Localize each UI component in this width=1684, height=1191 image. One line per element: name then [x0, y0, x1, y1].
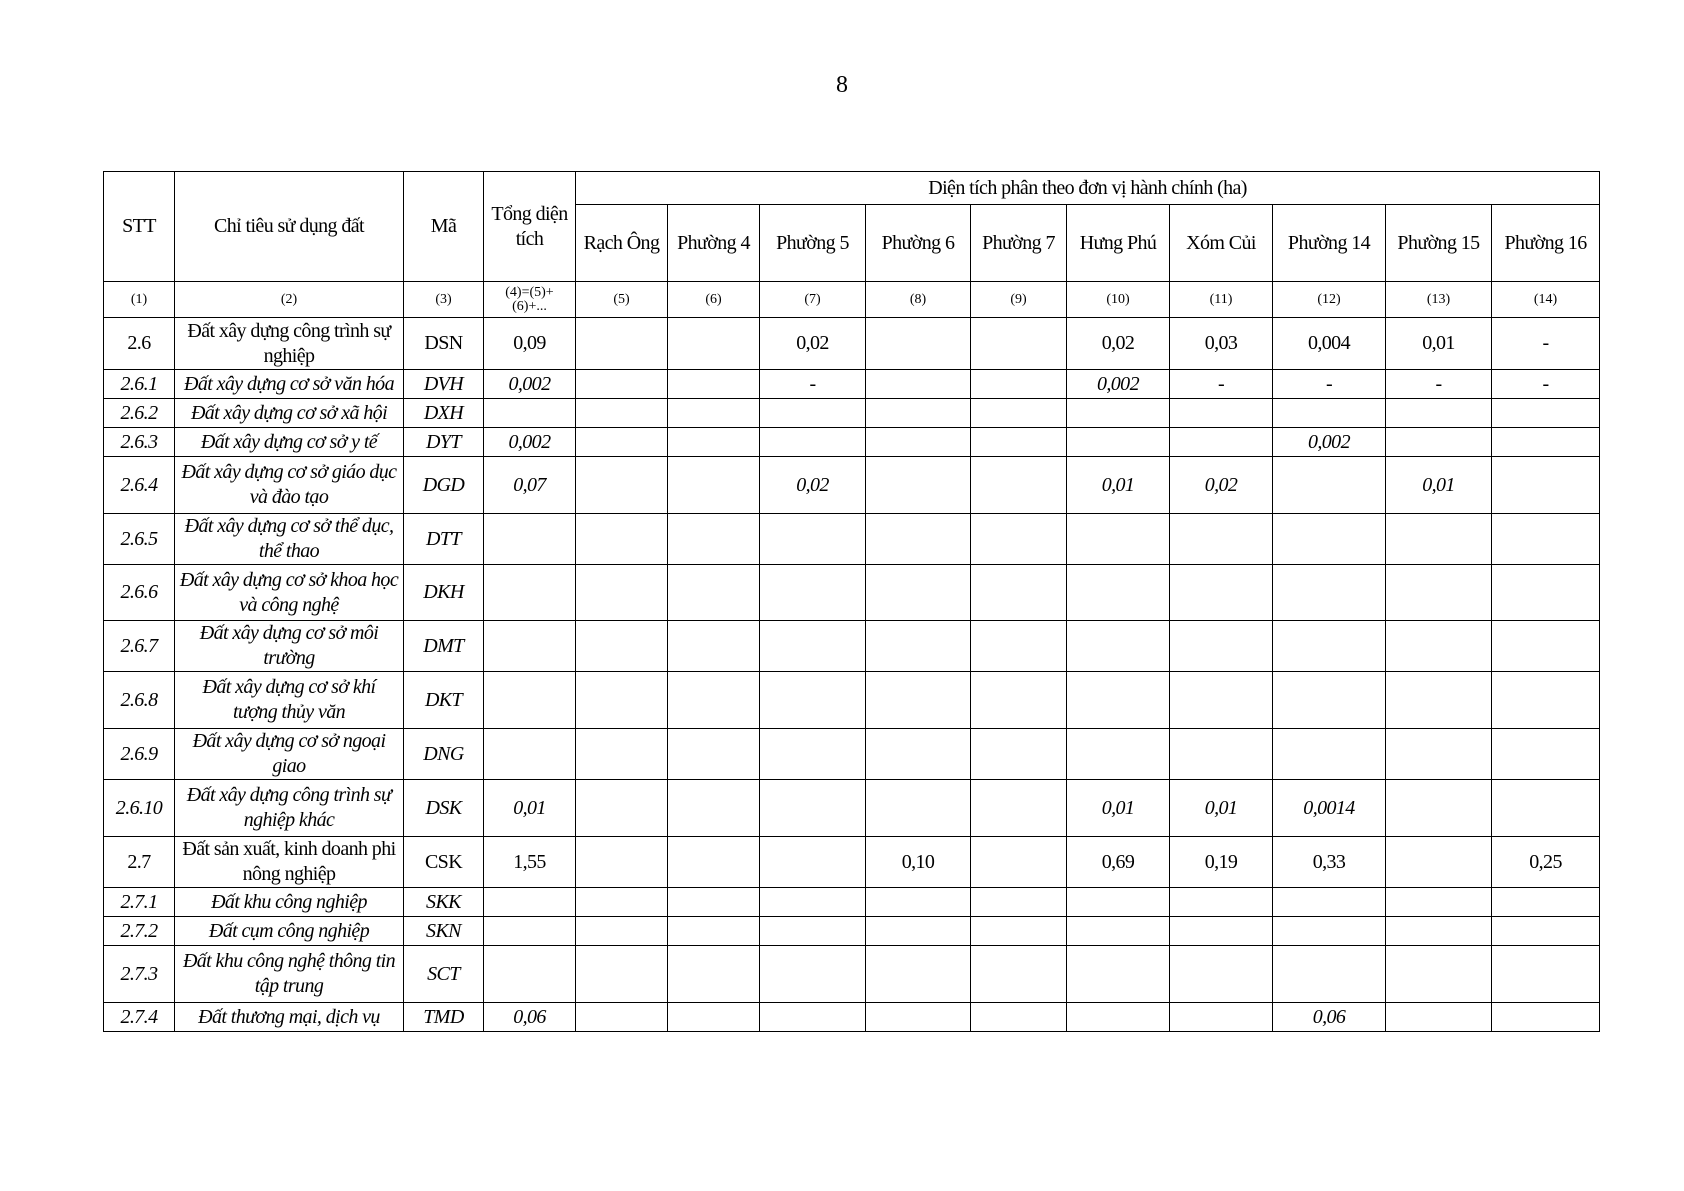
row-code: CSK [404, 837, 484, 888]
row-value [1492, 888, 1600, 917]
row-value [760, 888, 866, 917]
row-total [484, 917, 576, 946]
row-stt: 2.6.9 [104, 729, 175, 780]
row-value [1067, 729, 1170, 780]
row-value [1386, 428, 1492, 457]
row-value: 0,25 [1492, 837, 1600, 888]
table-row [104, 399, 1600, 428]
row-name: Đất sản xuất, kinh doanh phi nông nghiệp [175, 837, 404, 888]
row-total: 1,55 [484, 837, 576, 888]
row-name: Đất xây dựng cơ sở y tế [175, 428, 404, 457]
row-value [668, 780, 760, 837]
row-value [1067, 672, 1170, 729]
row-value [668, 399, 760, 428]
row-value [668, 729, 760, 780]
page-number: 8 [836, 72, 848, 98]
row-value [668, 318, 760, 370]
row-value [668, 672, 760, 729]
row-value [1386, 946, 1492, 1003]
row-value [760, 780, 866, 837]
header-unit: Xóm Củi [1170, 205, 1273, 282]
row-value [1273, 565, 1386, 621]
row-value [576, 370, 668, 399]
header-unit: Rạch Ông [576, 205, 668, 282]
row-value [576, 917, 668, 946]
row-value [576, 672, 668, 729]
row-value [576, 399, 668, 428]
row-value [866, 917, 971, 946]
row-value: 0,03 [1170, 318, 1273, 370]
row-value [760, 514, 866, 565]
row-value [760, 729, 866, 780]
row-value [1386, 621, 1492, 672]
row-stt: 2.6 [104, 318, 175, 370]
row-value [1170, 621, 1273, 672]
row-value: 0,02 [760, 457, 866, 514]
header-ma: Mã [404, 172, 484, 282]
row-value [971, 621, 1067, 672]
row-stt: 2.6.6 [104, 565, 175, 621]
row-value [1386, 672, 1492, 729]
row-value [866, 780, 971, 837]
row-value [971, 1003, 1067, 1032]
row-value [866, 672, 971, 729]
row-stt: 2.7.2 [104, 917, 175, 946]
row-value [1492, 514, 1600, 565]
row-value [1067, 917, 1170, 946]
row-name: Đất xây dựng cơ sở văn hóa [175, 370, 404, 399]
row-name: Đất xây dựng cơ sở khí tượng thủy văn [175, 672, 404, 729]
row-total: 0,06 [484, 1003, 576, 1032]
row-name: Đất khu công nghiệp [175, 888, 404, 917]
row-total: 0,09 [484, 318, 576, 370]
row-value [1386, 837, 1492, 888]
row-value [1273, 888, 1386, 917]
table-row [104, 514, 1600, 565]
row-stt: 2.7.1 [104, 888, 175, 917]
row-stt: 2.6.7 [104, 621, 175, 672]
row-stt: 2.6.4 [104, 457, 175, 514]
row-value: 0,01 [1386, 318, 1492, 370]
row-value [1386, 780, 1492, 837]
row-value [760, 428, 866, 457]
row-total [484, 399, 576, 428]
row-value [866, 621, 971, 672]
row-value: 0,002 [1273, 428, 1386, 457]
row-name: Đất xây dựng cơ sở môi trường [175, 621, 404, 672]
header-stt: STT [104, 172, 175, 282]
row-value: 0,69 [1067, 837, 1170, 888]
row-code: DTT [404, 514, 484, 565]
row-value [1273, 672, 1386, 729]
row-value [1273, 729, 1386, 780]
row-value [576, 946, 668, 1003]
row-value [760, 399, 866, 428]
row-value: 0,01 [1170, 780, 1273, 837]
header-unit: Phường 6 [866, 205, 971, 282]
row-value [576, 457, 668, 514]
row-value [1170, 888, 1273, 917]
row-value [971, 399, 1067, 428]
row-value: 0,02 [760, 318, 866, 370]
table-row [104, 1003, 1600, 1032]
row-value [866, 888, 971, 917]
row-value: 0,01 [1067, 457, 1170, 514]
table-row [104, 837, 1600, 888]
row-value [971, 780, 1067, 837]
column-index: (2) [175, 282, 404, 318]
row-value [760, 1003, 866, 1032]
row-stt: 2.6.1 [104, 370, 175, 399]
row-value [1067, 565, 1170, 621]
column-index: (11) [1170, 282, 1273, 318]
row-value [1492, 457, 1600, 514]
table-row [104, 621, 1600, 672]
row-value [971, 837, 1067, 888]
row-value [668, 428, 760, 457]
row-total: 0,07 [484, 457, 576, 514]
row-value: - [1273, 370, 1386, 399]
row-value [866, 318, 971, 370]
row-value [1492, 672, 1600, 729]
row-total [484, 621, 576, 672]
row-code: DYT [404, 428, 484, 457]
row-value: - [760, 370, 866, 399]
row-value [1273, 917, 1386, 946]
table-row [104, 672, 1600, 729]
row-value [866, 457, 971, 514]
row-value: 0,01 [1386, 457, 1492, 514]
row-code: DKH [404, 565, 484, 621]
row-value [1067, 888, 1170, 917]
row-stt: 2.7 [104, 837, 175, 888]
row-total [484, 672, 576, 729]
row-value [866, 565, 971, 621]
row-name: Đất thương mại, dịch vụ [175, 1003, 404, 1032]
column-index: (3) [404, 282, 484, 318]
header-unit: Phường 7 [971, 205, 1067, 282]
table-row [104, 370, 1600, 399]
row-value [576, 428, 668, 457]
row-stt: 2.7.4 [104, 1003, 175, 1032]
row-value: 0,01 [1067, 780, 1170, 837]
header-unit: Phường 14 [1273, 205, 1386, 282]
header-chi-tieu: Chỉ tiêu sử dụng đất [175, 172, 404, 282]
header-unit: Phường 5 [760, 205, 866, 282]
row-value [576, 318, 668, 370]
table-row [104, 917, 1600, 946]
row-value [1273, 946, 1386, 1003]
row-value [576, 565, 668, 621]
row-value: 0,004 [1273, 318, 1386, 370]
row-name: Đất xây dựng cơ sở xã hội [175, 399, 404, 428]
row-value [1492, 428, 1600, 457]
row-value [866, 729, 971, 780]
row-value [866, 399, 971, 428]
row-value [1492, 729, 1600, 780]
row-value [1386, 565, 1492, 621]
row-total: 0,002 [484, 428, 576, 457]
row-value [668, 888, 760, 917]
row-total [484, 888, 576, 917]
row-code: DNG [404, 729, 484, 780]
row-total: 0,002 [484, 370, 576, 399]
row-value [668, 1003, 760, 1032]
row-value [1492, 946, 1600, 1003]
row-value [1170, 946, 1273, 1003]
row-value [668, 565, 760, 621]
row-code: DGD [404, 457, 484, 514]
land-use-table [103, 171, 1600, 1032]
table-row [104, 565, 1600, 621]
header-unit: Phường 16 [1492, 205, 1600, 282]
row-value [866, 370, 971, 399]
column-index: (6) [668, 282, 760, 318]
table-row [104, 457, 1600, 514]
row-value [1067, 399, 1170, 428]
row-value [1170, 672, 1273, 729]
row-value [1067, 428, 1170, 457]
row-stt: 2.6.2 [104, 399, 175, 428]
row-value: 0,0014 [1273, 780, 1386, 837]
column-index: (10) [1067, 282, 1170, 318]
row-value [1492, 1003, 1600, 1032]
row-value [760, 621, 866, 672]
row-value [1273, 399, 1386, 428]
row-name: Đất xây dựng công trình sự nghiệp khác [175, 780, 404, 837]
row-value [576, 1003, 668, 1032]
row-value [760, 672, 866, 729]
table-row [104, 729, 1600, 780]
row-value [971, 917, 1067, 946]
row-value: 0,06 [1273, 1003, 1386, 1032]
row-value [971, 370, 1067, 399]
row-value [1067, 946, 1170, 1003]
table-row [104, 318, 1600, 370]
row-value [668, 457, 760, 514]
row-stt: 2.6.5 [104, 514, 175, 565]
table-row [104, 428, 1600, 457]
row-value [760, 565, 866, 621]
row-value [1170, 399, 1273, 428]
row-value [760, 837, 866, 888]
row-value [1492, 917, 1600, 946]
row-value [971, 428, 1067, 457]
row-code: DMT [404, 621, 484, 672]
row-value [1170, 514, 1273, 565]
row-value: - [1492, 318, 1600, 370]
row-value [866, 946, 971, 1003]
row-value [866, 1003, 971, 1032]
header-area-group: Diện tích phân theo đơn vị hành chính (ha) [576, 172, 1600, 205]
row-value [1386, 917, 1492, 946]
row-value [1386, 888, 1492, 917]
header-unit: Phường 15 [1386, 205, 1492, 282]
row-value [1170, 428, 1273, 457]
row-total [484, 514, 576, 565]
row-value [1273, 457, 1386, 514]
row-total: 0,01 [484, 780, 576, 837]
row-value: 0,02 [1170, 457, 1273, 514]
row-value [1492, 565, 1600, 621]
row-value [668, 917, 760, 946]
row-value [576, 888, 668, 917]
row-stt: 2.6.10 [104, 780, 175, 837]
header-tong-dien-tich: Tổng diện tích [484, 172, 576, 282]
row-name: Đất cụm công nghiệp [175, 917, 404, 946]
row-value [576, 514, 668, 565]
row-value [971, 672, 1067, 729]
row-name: Đất xây dựng cơ sở khoa học và công nghệ [175, 565, 404, 621]
row-total [484, 729, 576, 780]
row-value: 0,02 [1067, 318, 1170, 370]
row-value: - [1492, 370, 1600, 399]
row-value: 0,19 [1170, 837, 1273, 888]
row-value [576, 780, 668, 837]
row-value [1170, 1003, 1273, 1032]
row-value [576, 837, 668, 888]
column-index: (12) [1273, 282, 1386, 318]
row-code: SKN [404, 917, 484, 946]
table-row [104, 780, 1600, 837]
row-name: Đất xây dựng cơ sở giáo dục và đào tạo [175, 457, 404, 514]
row-stt: 2.6.8 [104, 672, 175, 729]
row-value [668, 621, 760, 672]
row-value [1067, 1003, 1170, 1032]
row-value [1170, 917, 1273, 946]
row-code: SKK [404, 888, 484, 917]
row-value [971, 514, 1067, 565]
row-value [1386, 729, 1492, 780]
row-value [1492, 621, 1600, 672]
row-value [668, 370, 760, 399]
row-value [1273, 621, 1386, 672]
row-value: - [1170, 370, 1273, 399]
row-code: TMD [404, 1003, 484, 1032]
header-unit: Hưng Phú [1067, 205, 1170, 282]
row-total [484, 946, 576, 1003]
column-index: (5) [576, 282, 668, 318]
row-value [1273, 514, 1386, 565]
column-index: (14) [1492, 282, 1600, 318]
row-name: Đất xây dựng cơ sở thể dục, thể thao [175, 514, 404, 565]
row-value [668, 837, 760, 888]
column-index: (13) [1386, 282, 1492, 318]
row-code: DVH [404, 370, 484, 399]
row-value [760, 917, 866, 946]
row-value [971, 729, 1067, 780]
row-value [1067, 621, 1170, 672]
row-value [866, 514, 971, 565]
row-code: DKT [404, 672, 484, 729]
column-index: (1) [104, 282, 175, 318]
row-value [576, 729, 668, 780]
column-index: (9) [971, 282, 1067, 318]
row-value [1170, 729, 1273, 780]
row-value [668, 946, 760, 1003]
row-name: Đất xây dựng công trình sự nghiệp [175, 318, 404, 370]
row-value: - [1386, 370, 1492, 399]
row-value [1067, 514, 1170, 565]
row-value [1386, 1003, 1492, 1032]
row-code: SCT [404, 946, 484, 1003]
row-value [1386, 399, 1492, 428]
row-stt: 2.6.3 [104, 428, 175, 457]
row-value: 0,002 [1067, 370, 1170, 399]
row-value [668, 514, 760, 565]
row-value: 0,33 [1273, 837, 1386, 888]
row-code: DXH [404, 399, 484, 428]
row-value [971, 457, 1067, 514]
row-value [971, 888, 1067, 917]
row-code: DSN [404, 318, 484, 370]
row-value [576, 621, 668, 672]
column-index: (8) [866, 282, 971, 318]
column-index: (4)=(5)+(6)+... [484, 282, 576, 318]
row-value [971, 946, 1067, 1003]
header-unit: Phường 4 [668, 205, 760, 282]
row-name: Đất khu công nghệ thông tin tập trung [175, 946, 404, 1003]
row-value [1386, 514, 1492, 565]
row-value [1492, 780, 1600, 837]
row-value [1170, 565, 1273, 621]
row-code: DSK [404, 780, 484, 837]
row-value [1492, 399, 1600, 428]
row-value [866, 428, 971, 457]
row-value [971, 565, 1067, 621]
column-index: (7) [760, 282, 866, 318]
row-stt: 2.7.3 [104, 946, 175, 1003]
table-row [104, 888, 1600, 917]
row-value: 0,10 [866, 837, 971, 888]
row-total [484, 565, 576, 621]
table-row [104, 946, 1600, 1003]
row-value [760, 946, 866, 1003]
row-value [971, 318, 1067, 370]
row-name: Đất xây dựng cơ sở ngoại giao [175, 729, 404, 780]
